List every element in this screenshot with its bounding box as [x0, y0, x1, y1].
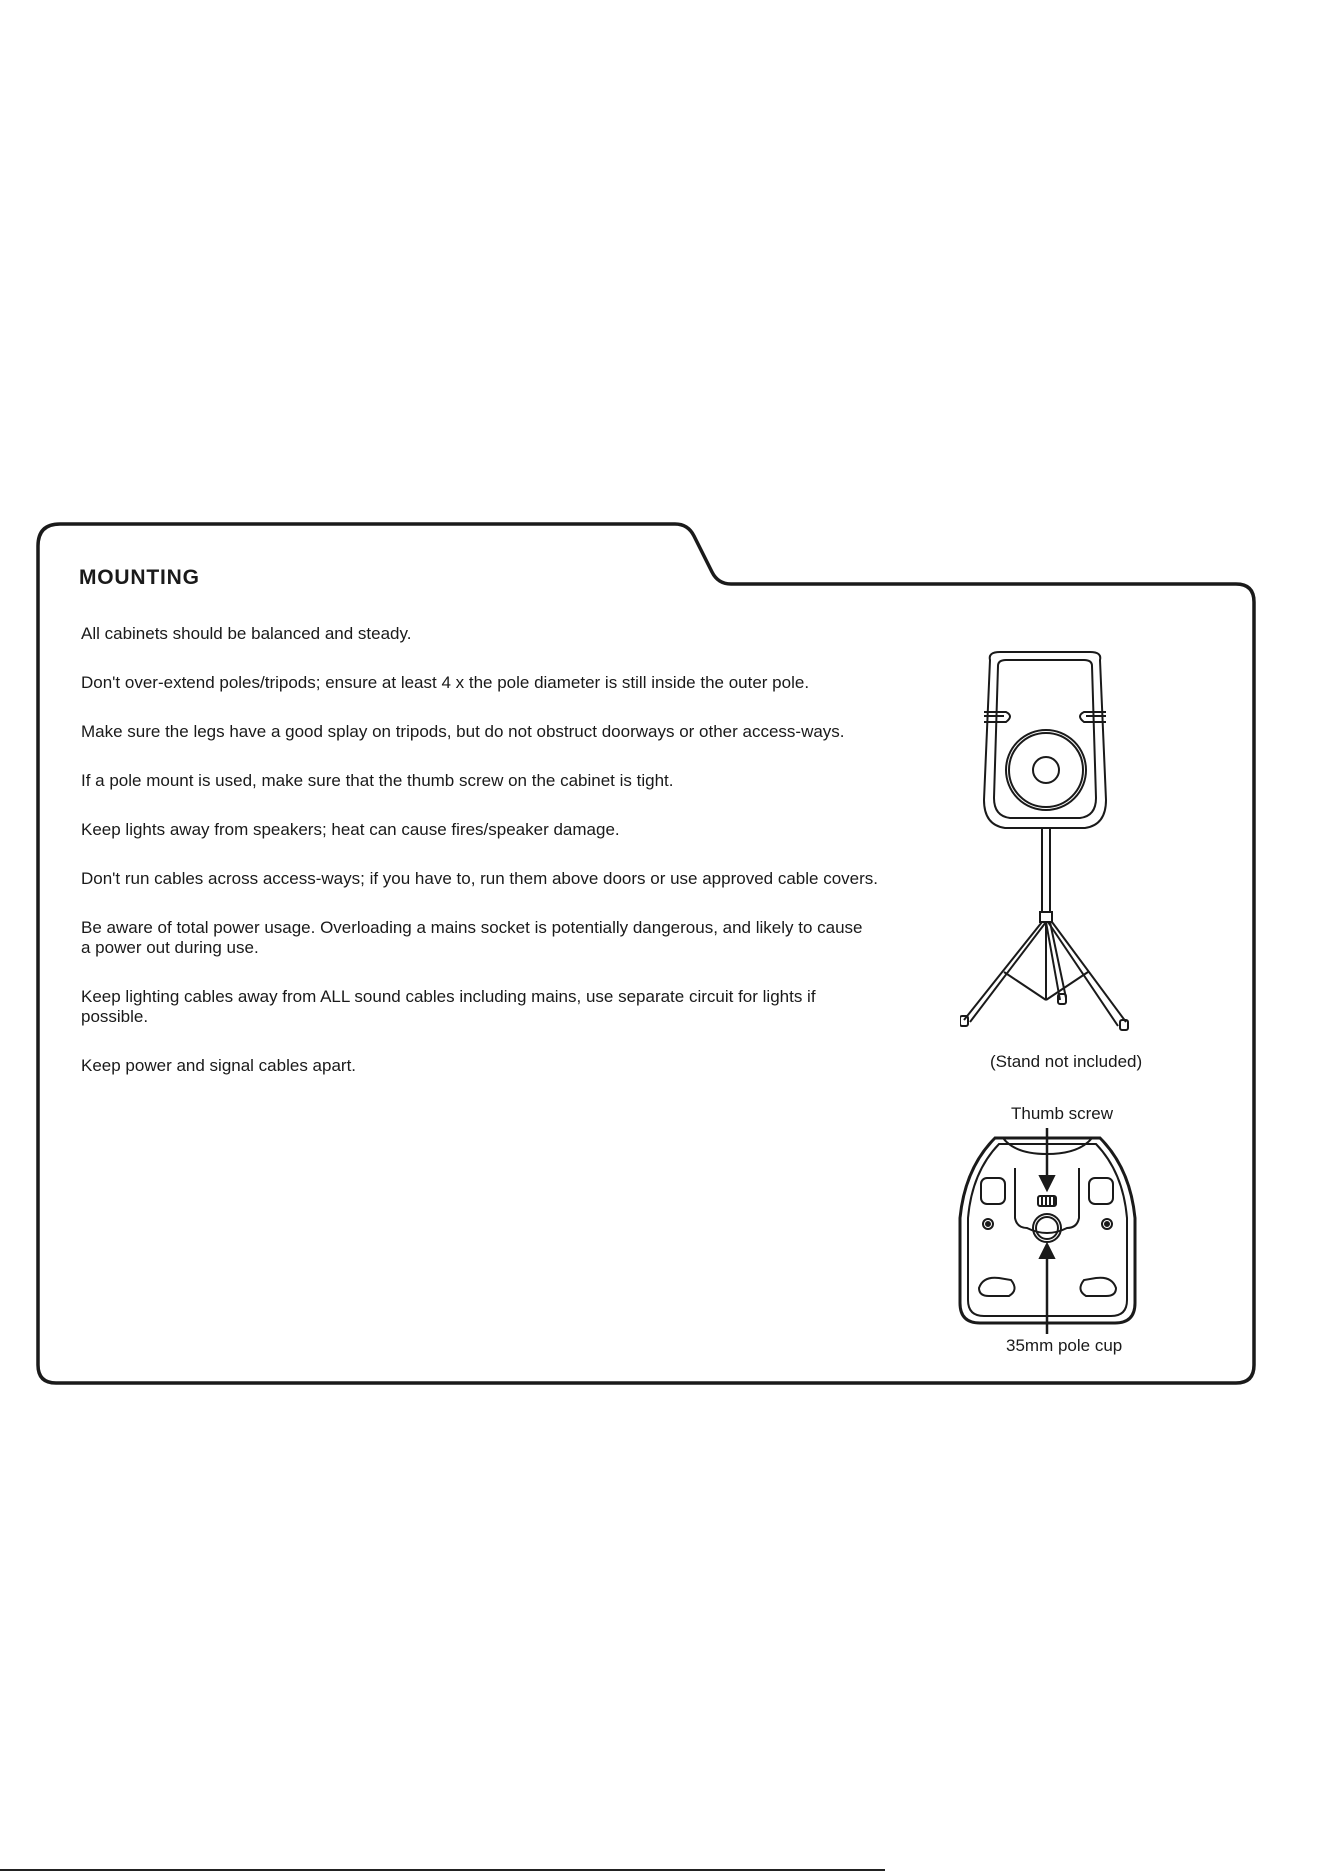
rule-item: If a pole mount is used, make sure that the thumb screw on the cabinet is tight.: [81, 771, 674, 790]
rule-item: Don't over-extend poles/tripods; ensure at least 4 x the pole diameter is still inside the outer pole.: [81, 673, 810, 692]
rule-item: Keep lighting cables away from ALL sound cables including mains, use separate circuit for lights if possible.: [81, 987, 816, 1026]
rule-item: Keep lights away from speakers; heat can cause fires/speaker damage.: [81, 820, 620, 839]
speaker-on-stand-illustration: [960, 650, 1130, 1040]
pole-cup-label: 35mm pole cup: [1006, 1336, 1123, 1355]
rule-item: Don't run cables across access-ways; if you have to, run them above doors or use approved cable covers.: [81, 869, 878, 888]
page-footer-rule: [0, 1869, 885, 1871]
rule-item: Make sure the legs have a good splay on tripods, but do not obstruct doorways or other access-ways.: [81, 722, 845, 741]
rule-item: Be aware of total power usage. Overloading a mains socket is potentially dangerous, and likely to cause a power out during use.: [81, 918, 863, 957]
thumb-screw-label: Thumb screw: [1011, 1104, 1114, 1123]
rule-item: Keep power and signal cables apart.: [81, 1056, 357, 1075]
cabinet-base-illustration: [955, 1128, 1140, 1334]
section-title: MOUNTING: [79, 566, 200, 589]
mounting-rules-list: [81, 624, 881, 1076]
rule-item: All cabinets should be balanced and steady.: [81, 624, 412, 643]
stand-caption: (Stand not included): [990, 1052, 1143, 1071]
